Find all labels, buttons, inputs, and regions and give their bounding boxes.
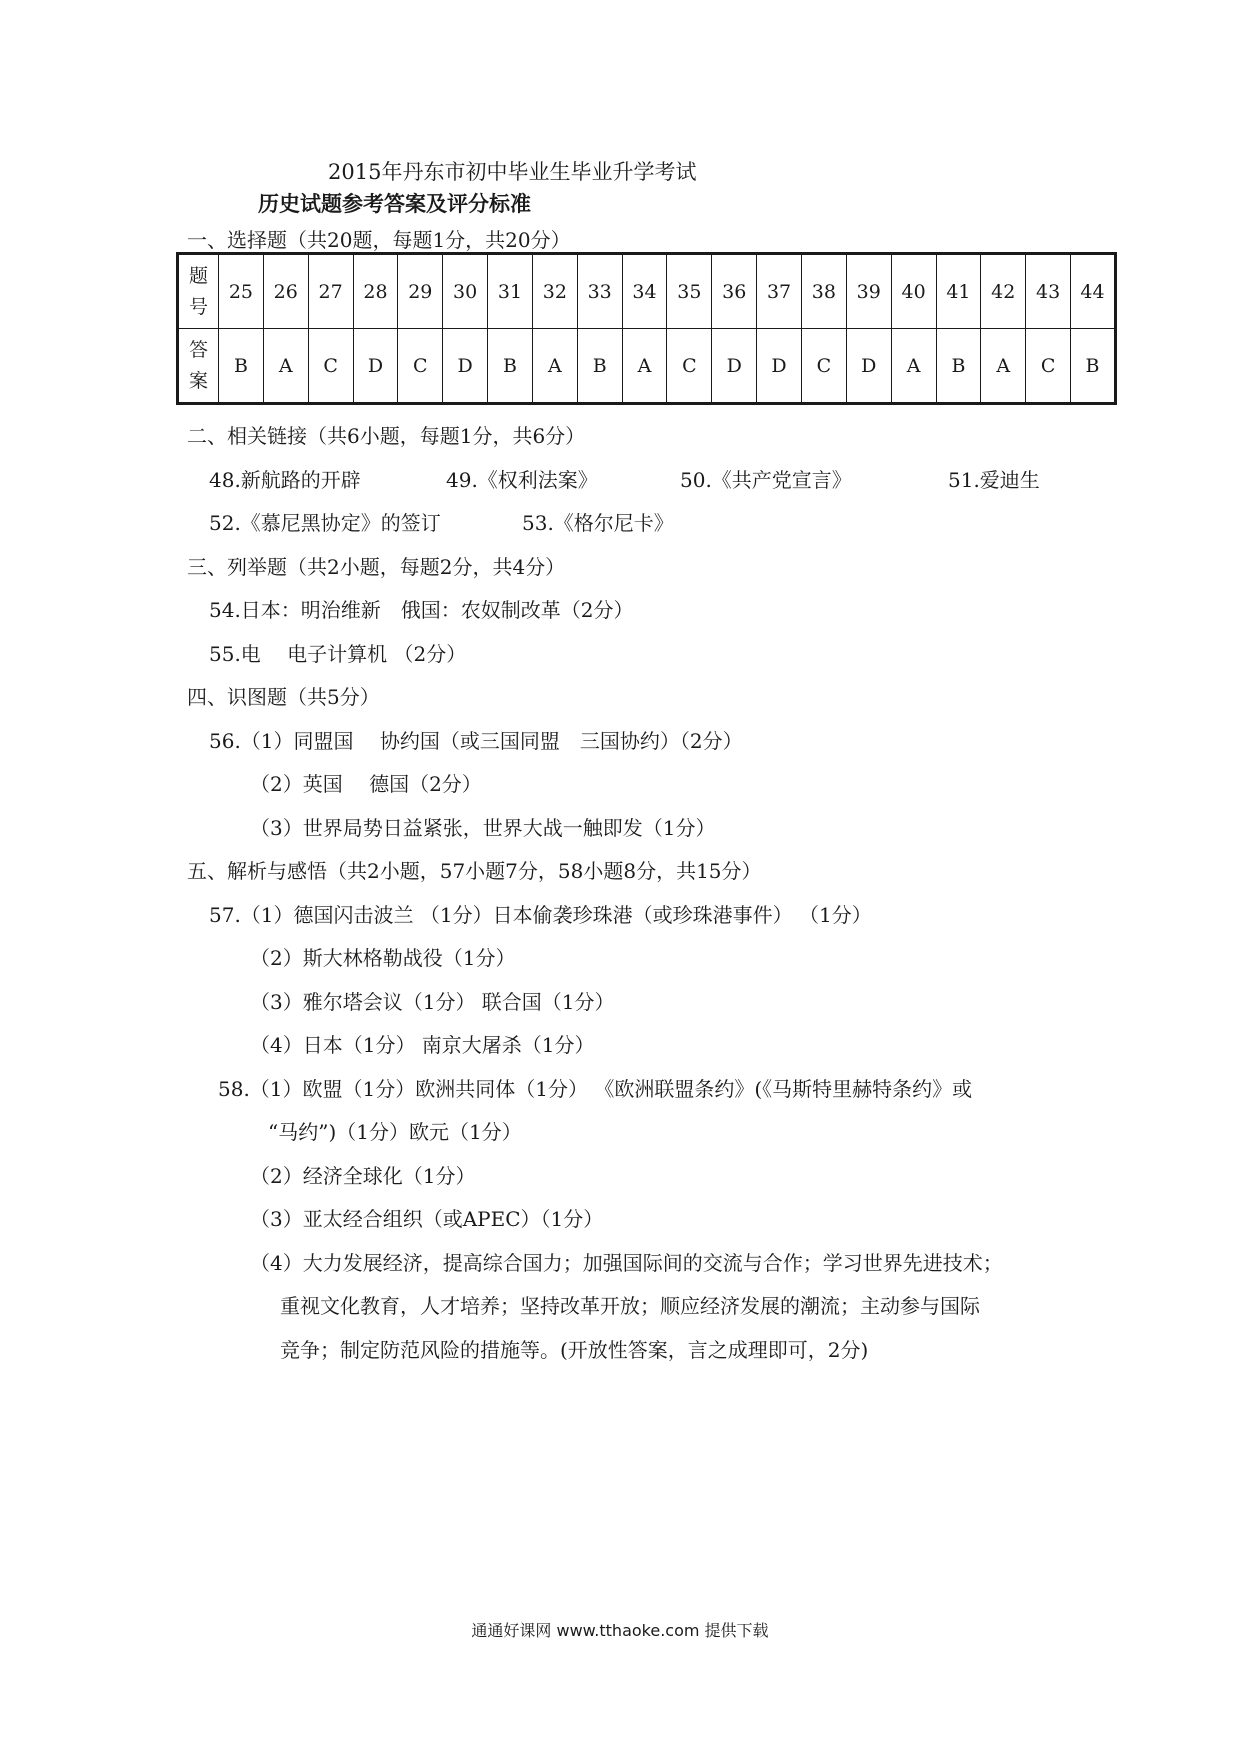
answer-cell: C xyxy=(308,329,353,404)
answer-cell: D xyxy=(353,329,398,404)
question-number: 42 xyxy=(981,254,1026,329)
answer-cell: B xyxy=(1071,329,1116,404)
question-number: 28 xyxy=(353,254,398,329)
question-number: 30 xyxy=(443,254,488,329)
answer-table xyxy=(176,252,1117,405)
table-row-numbers xyxy=(178,254,1116,329)
answer-cell: D xyxy=(757,329,802,404)
question-number: 25 xyxy=(219,254,264,329)
answer-58-4-cont1: 重视文化教育，人才培养；坚持改革开放；顺应经济发展的潮流；主动参与国际 xyxy=(280,1294,980,1318)
answer-48: 48.新航路的开辟 xyxy=(209,468,361,492)
answer-cell: D xyxy=(712,329,757,404)
question-number: 29 xyxy=(398,254,443,329)
answer-58-3: （3）亚太经合组织（或APEC）（1分） xyxy=(250,1207,604,1231)
section1-heading: 一、选择题（共20题，每题1分，共20分） xyxy=(187,228,571,252)
answer-58-1-cont: “马约”)（1分）欧元（1分） xyxy=(268,1120,522,1144)
question-number: 44 xyxy=(1071,254,1116,329)
row-label-char: 题 xyxy=(188,265,208,288)
question-number: 43 xyxy=(1026,254,1071,329)
answer-cell: A xyxy=(532,329,577,404)
answer-cell: B xyxy=(577,329,622,404)
answer-50: 50.《共产党宣言》 xyxy=(680,468,852,492)
row-label-answer xyxy=(178,329,219,404)
question-number: 41 xyxy=(936,254,981,329)
answer-57-1: 57.（1）德国闪击波兰 （1分）日本偷袭珍珠港（或珍珠港事件） （1分） xyxy=(209,903,872,927)
answer-cell: C xyxy=(801,329,846,404)
section5-heading: 五、解析与感悟（共2小题，57小题7分，58小题8分，共15分） xyxy=(187,859,762,883)
section2-heading: 二、相关链接（共6小题，每题1分，共6分） xyxy=(187,424,586,448)
answer-57-4: （4）日本（1分） 南京大屠杀（1分） xyxy=(250,1033,595,1057)
answer-58-2: （2）经济全球化（1分） xyxy=(250,1164,476,1188)
answer-56-2: （2）英国 德国（2分） xyxy=(250,772,482,796)
question-number: 37 xyxy=(757,254,802,329)
answer-58-1: 58.（1）欧盟（1分）欧洲共同体（1分） 《欧洲联盟条约》(《马斯特里赫特条约》或 xyxy=(218,1077,973,1101)
answer-58-4: （4）大力发展经济，提高综合国力；加强国际间的交流与合作；学习世界先进技术； xyxy=(250,1251,1003,1275)
question-number: 36 xyxy=(712,254,757,329)
answer-52: 52.《慕尼黑协定》的签订 xyxy=(209,511,441,535)
answer-49: 49.《权利法案》 xyxy=(446,468,598,492)
answer-cell: D xyxy=(846,329,891,404)
question-number: 39 xyxy=(846,254,891,329)
answer-cell: A xyxy=(891,329,936,404)
section4-heading: 四、识图题（共5分） xyxy=(187,685,380,709)
section3-heading: 三、列举题（共2小题，每题2分，共4分） xyxy=(187,555,566,579)
exam-subtitle: 历史试题参考答案及评分标准 xyxy=(258,191,531,216)
question-number: 40 xyxy=(891,254,936,329)
answer-cell: D xyxy=(443,329,488,404)
answer-cell: B xyxy=(219,329,264,404)
question-number: 31 xyxy=(488,254,533,329)
question-number: 34 xyxy=(622,254,667,329)
answer-51: 51.爱迪生 xyxy=(948,468,1040,492)
answer-cell: A xyxy=(263,329,308,404)
answer-57-2: （2）斯大林格勒战役（1分） xyxy=(250,946,516,970)
answer-cell: A xyxy=(622,329,667,404)
answer-54: 54.日本：明治维新 俄国：农奴制改革（2分） xyxy=(209,598,634,622)
download-footer: 通通好课网 www.tthaoke.com 提供下载 xyxy=(471,1621,769,1640)
question-number: 26 xyxy=(263,254,308,329)
answer-56-1: 56.（1）同盟国 协约国（或三国同盟 三国协约）（2分） xyxy=(209,729,743,753)
question-number: 32 xyxy=(532,254,577,329)
question-number: 27 xyxy=(308,254,353,329)
question-number: 33 xyxy=(577,254,622,329)
row-label-char: 答 xyxy=(188,339,208,362)
question-number: 35 xyxy=(667,254,712,329)
answer-cell: B xyxy=(936,329,981,404)
answer-53: 53.《格尔尼卡》 xyxy=(522,511,674,535)
answer-cell: C xyxy=(667,329,712,404)
answer-cell: C xyxy=(398,329,443,404)
exam-title: 2015年丹东市初中毕业生毕业升学考试 xyxy=(328,160,697,184)
table-row-answers xyxy=(178,329,1116,404)
row-label-number xyxy=(178,254,219,329)
answer-56-3: （3）世界局势日益紧张，世界大战一触即发（1分） xyxy=(250,816,716,840)
answer-cell: B xyxy=(488,329,533,404)
answer-58-4-cont2: 竞争；制定防范风险的措施等。(开放性答案，言之成理即可，2分) xyxy=(280,1338,869,1362)
answer-55: 55.电 电子计算机 （2分） xyxy=(209,642,467,666)
question-number: 38 xyxy=(801,254,846,329)
answer-57-3: （3）雅尔塔会议（1分） 联合国（1分） xyxy=(250,990,615,1014)
answer-cell: A xyxy=(981,329,1026,404)
row-label-char: 号 xyxy=(188,295,208,318)
row-label-char: 案 xyxy=(188,369,208,392)
answer-cell: C xyxy=(1026,329,1071,404)
